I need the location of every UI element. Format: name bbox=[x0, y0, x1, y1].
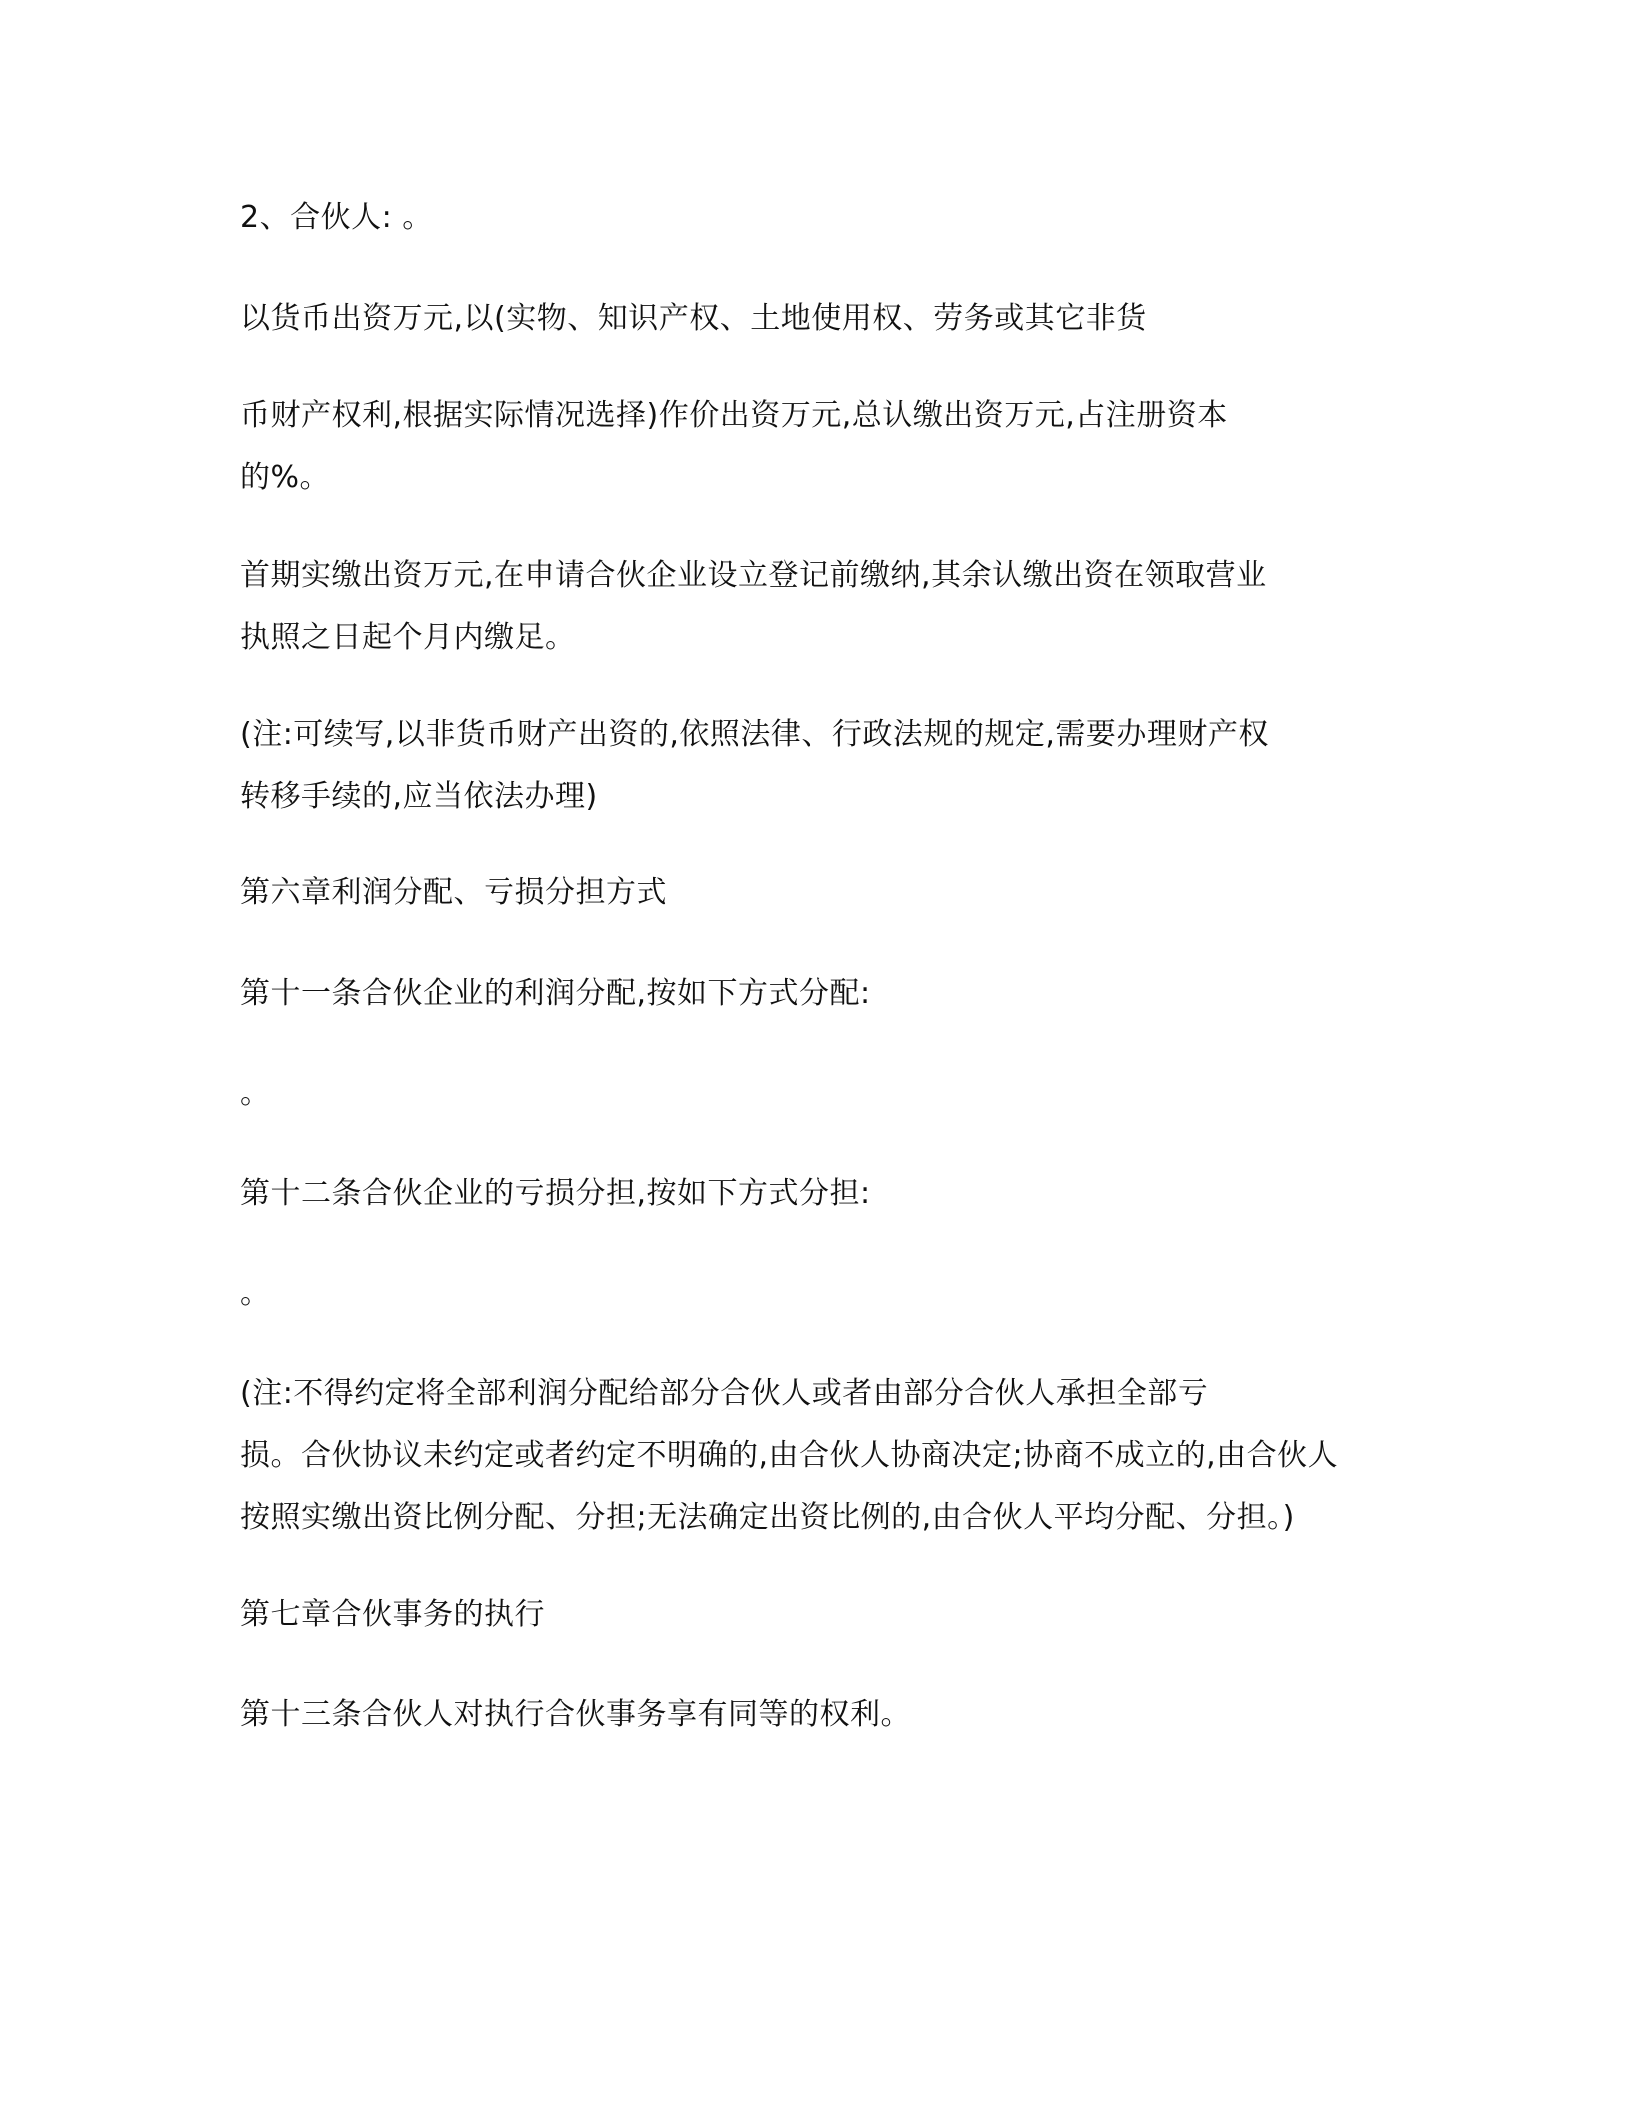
article-12-blank: 。 bbox=[240, 1276, 271, 1311]
text-line-note-1: (注:可续写,以非货币财产出资的,依照法律、行政法规的规定,需要办理财产权 bbox=[240, 717, 1269, 752]
article-11: 第十一条合伙企业的利润分配,按如下方式分配: bbox=[240, 976, 871, 1011]
chapter-heading-7: 第七章合伙事务的执行 bbox=[240, 1597, 545, 1632]
chapter-heading-6: 第六章利润分配、亏损分担方式 bbox=[240, 875, 667, 910]
text-line-contribution: 以货币出资万元,以(实物、知识产权、土地使用权、劳务或其它非货 bbox=[240, 301, 1147, 336]
text-line-contribution-cont: 币财产权利,根据实际情况选择)作价出资万元,总认缴出资万元,占注册资本 bbox=[240, 398, 1228, 433]
text-line-note-2-cont-2: 按照实缴出资比例分配、分担;无法确定出资比例的,由合伙人平均分配、分担。) bbox=[240, 1500, 1295, 1535]
article-12: 第十二条合伙企业的亏损分担,按如下方式分担: bbox=[240, 1176, 871, 1211]
text-line-note-2: (注:不得约定将全部利润分配给部分合伙人或者由部分合伙人承担全部亏 bbox=[240, 1376, 1209, 1411]
text-line-first-payment-cont: 执照之日起个月内缴足。 bbox=[240, 620, 576, 655]
article-13: 第十三条合伙人对执行合伙事务享有同等的权利。 bbox=[240, 1697, 911, 1732]
text-line-contribution-percent: 的%。 bbox=[240, 460, 331, 495]
text-line-note-1-cont: 转移手续的,应当依法办理) bbox=[240, 779, 598, 814]
text-line-first-payment: 首期实缴出资万元,在申请合伙企业设立登记前缴纳,其余认缴出资在领取营业 bbox=[240, 558, 1267, 593]
text-line-note-2-cont-1: 损。合伙协议未约定或者约定不明确的,由合伙人协商决定;协商不成立的,由合伙人 bbox=[240, 1438, 1339, 1473]
text-line-partner-2: 2、合伙人: 。 bbox=[240, 200, 433, 235]
article-11-blank: 。 bbox=[240, 1076, 271, 1111]
